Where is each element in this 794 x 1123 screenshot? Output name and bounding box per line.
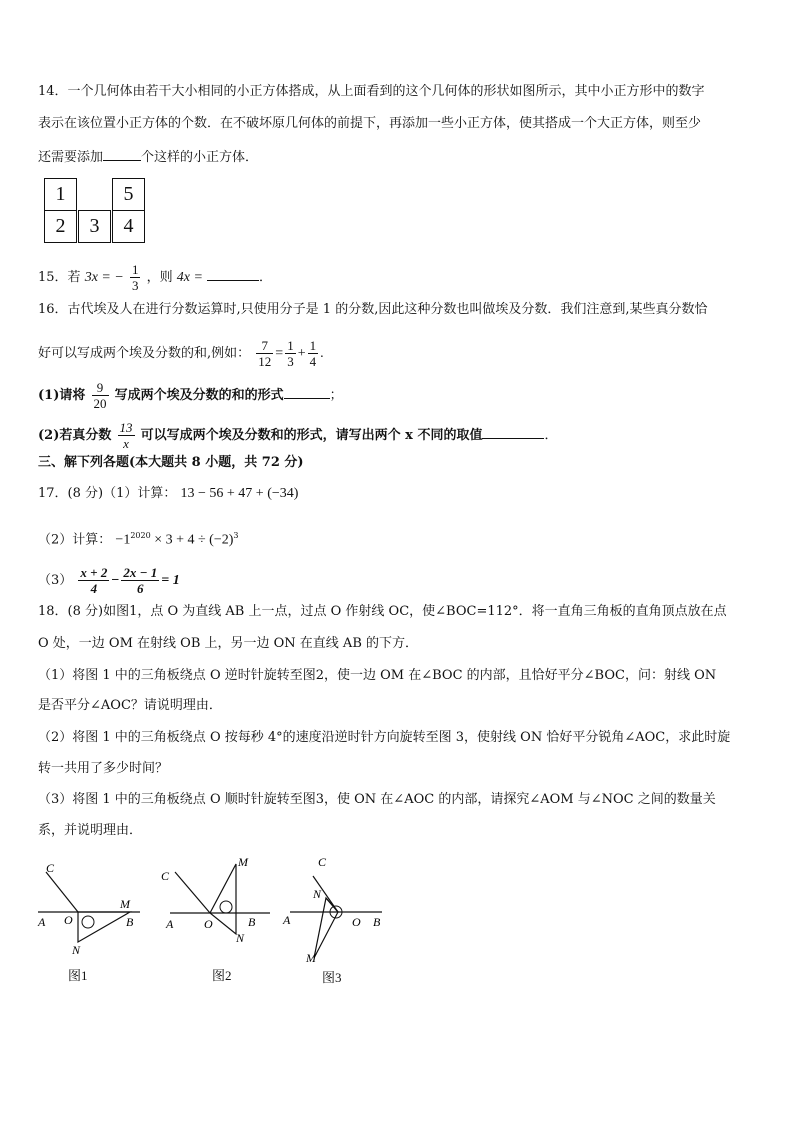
q18-line4: 是否平分∠AOC？请说明理由． <box>38 698 222 713</box>
frac-den: 20 <box>93 396 107 411</box>
q17-part2-expr-a: −1 <box>115 532 131 548</box>
frac-num: 7 <box>256 338 273 354</box>
q16-part1-prefix: (1)请将 <box>38 388 86 403</box>
q16-part1-blank[interactable] <box>284 385 330 399</box>
figure-3 <box>282 855 382 965</box>
grid-cell: 1 <box>44 178 77 211</box>
frac-num: 9 <box>92 380 109 396</box>
q14-line3-start: 还需要添加 <box>38 150 104 165</box>
q15-fraction <box>130 262 141 293</box>
q16-part2-end: ． <box>544 428 558 443</box>
q16-example-frac3 <box>308 338 319 369</box>
grid-cell: 3 <box>78 210 111 243</box>
q17-part2-exp2: 3 <box>233 531 239 540</box>
fig1-label-B: B <box>126 915 134 929</box>
q17-part3-minus: − <box>111 573 120 588</box>
fig3-label-O: O <box>352 915 361 929</box>
q16-line1: 16．古代埃及人在进行分数运算时,只使用分子是 1 的分数,因此这种分数也叫做埃及分数．我们注意到,某些真分数恰 <box>38 302 708 317</box>
fig1-label-C: C <box>46 861 55 875</box>
fig1-caption: 图1 <box>68 968 88 983</box>
grid-cell: 5 <box>112 178 145 211</box>
q17-part2-expr-b: × 3 + 4 ÷ (−2) <box>150 532 234 548</box>
q16-example-frac1 <box>256 338 273 369</box>
q16-example-frac2 <box>285 338 296 369</box>
q17-part3 <box>38 565 760 596</box>
fig3-caption: 图3 <box>322 970 342 985</box>
q14-line2: 表示在该位置小正方体的个数．在不破坏原几何体的前提下，再添加一些小正方体，使其搭成一个大正方体，则至少 <box>38 116 702 131</box>
section-3-heading: 三、解下列各题(本大题共 8 小题，共 72 分) <box>38 455 304 470</box>
fig2-label-M: M <box>238 855 248 869</box>
q17-part1-label: 17．(8 分)（1）计算： <box>38 486 177 501</box>
q18-line1: 18．(8 分)如图1，点 O 为直线 AB 上一点，过点 O 作射线 OC，使∠BOC=112°．将一直角三角板的直角顶点放在点 <box>38 604 727 619</box>
fig1-label-N: N <box>72 943 81 957</box>
fig2-label-A: A <box>166 917 174 931</box>
fig2-label-B: B <box>248 915 256 929</box>
q16-line2: 好可以写成两个埃及分数的和,例如： $\frac{7}{12}$ = $\frac{1}{3}$ + $\frac{1}{4}$ . <box>38 338 324 369</box>
fig1-label-O: O <box>64 913 73 927</box>
frac-num: 1 <box>131 262 139 277</box>
q18-line2: O 处，一边 OM 在射线 OB 上，另一边 ON 在直线 AB 的下方． <box>38 636 419 651</box>
q16-part2-prefix: (2)若真分数 <box>38 428 112 443</box>
q17-part2 <box>38 527 760 549</box>
q16-part2-text: 可以写成两个埃及分数和的形式，请写出两个 x 不同的取值 <box>140 428 483 443</box>
q16-part2-frac <box>118 420 135 451</box>
fig3-label-B: B <box>373 915 381 929</box>
fig1-label-A: A <box>38 915 46 929</box>
q14-line3 <box>38 147 760 167</box>
q16-part1-frac <box>92 380 109 411</box>
q16-part2-blank[interactable] <box>482 425 544 439</box>
q17-part1-expr: 13 − 56 + 47 + (−34) <box>180 486 299 501</box>
frac-den: x <box>123 436 129 451</box>
frac-num: x + 2 <box>80 565 108 580</box>
q15-expr-left: 3x = − <box>84 270 124 285</box>
frac-den: 12 <box>258 354 272 369</box>
q17-part3-frac1 <box>78 565 109 596</box>
q18-line6: 转一共用了多少时间？ <box>38 761 169 776</box>
q17-part1 <box>38 485 760 503</box>
frac-num: 1 <box>309 338 317 353</box>
q15-prefix: 15．若 <box>38 270 81 285</box>
frac-den: 4 <box>309 354 317 369</box>
q15-mid: ，则 <box>146 270 173 285</box>
grid-cell: 4 <box>112 210 145 243</box>
fig2-label-O: O <box>204 917 213 931</box>
q16-line2-text: 好可以写成两个埃及分数的和,例如： <box>38 346 251 361</box>
fig2-caption: 图2 <box>212 968 232 983</box>
q17-part2-label: （2）计算： <box>38 532 112 548</box>
frac-den: 6 <box>137 581 144 596</box>
q16-part1-text: 写成两个埃及分数的和的形式 <box>114 388 284 403</box>
figure-2 <box>161 855 270 945</box>
grid-cell: 2 <box>44 210 77 243</box>
fig3-label-C: C <box>318 855 327 869</box>
q16-part2 <box>38 420 760 451</box>
q18-line5: （2）将图 1 中的三角板绕点 O 按每秒 4°的速度沿逆时针方向旋转至图 3，使射线 ON 恰好平分锐角∠AOC，求此时旋 <box>38 730 731 745</box>
frac-den: 4 <box>90 581 98 596</box>
q15-expr-right: 4x = <box>176 270 203 285</box>
q15-suffix: ． <box>259 270 273 285</box>
q18-line7: （3）将图 1 中的三角板绕点 O 顺时针旋转至图3，使 ON 在∠AOC 的内部，请探究∠AOM 与∠NOC 之间的数量关 <box>38 792 716 807</box>
q18-line8: 系，并说明理由． <box>38 823 143 838</box>
q14-answer-blank[interactable] <box>103 147 141 161</box>
frac-num: 1 <box>287 338 294 353</box>
q16-part1-end: ； <box>329 388 343 403</box>
q14-line3-end: 个这样的小正方体． <box>141 150 259 165</box>
q17-part3-frac2 <box>121 565 159 596</box>
q17-part3-label: （3） <box>38 573 73 588</box>
fig1-label-M: M <box>120 897 130 911</box>
q16-part1 <box>38 380 760 411</box>
fig2-label-C: C <box>161 869 170 883</box>
fig3-label-N: N <box>313 887 322 901</box>
figure-1 <box>37 861 140 957</box>
q17-part3-rhs: = 1 <box>161 573 180 588</box>
frac-den: 3 <box>287 354 294 369</box>
q17-part2-exp1: 2020 <box>130 531 151 540</box>
q14-line1: 14．一个几何体由若干大小相同的小正方体搭成，从上面看到的这个几何体的形状如图所示，其中小正方形中的数字 <box>38 84 705 99</box>
q15-line <box>38 262 760 293</box>
frac-den: 3 <box>131 278 139 293</box>
frac-num: 13 <box>119 420 133 435</box>
fig3-label-A: A <box>283 913 291 927</box>
fig2-label-N: N <box>236 931 245 945</box>
q15-answer-blank[interactable] <box>207 267 259 281</box>
fig3-label-M: M <box>306 951 316 965</box>
frac-num: 2x − 1 <box>123 565 158 580</box>
q18-line3: （1）将图 1 中的三角板绕点 O 逆时针旋转至图2，使一边 OM 在∠BOC 的内部，且恰好平分∠BOC，问：射线 ON <box>38 668 717 683</box>
